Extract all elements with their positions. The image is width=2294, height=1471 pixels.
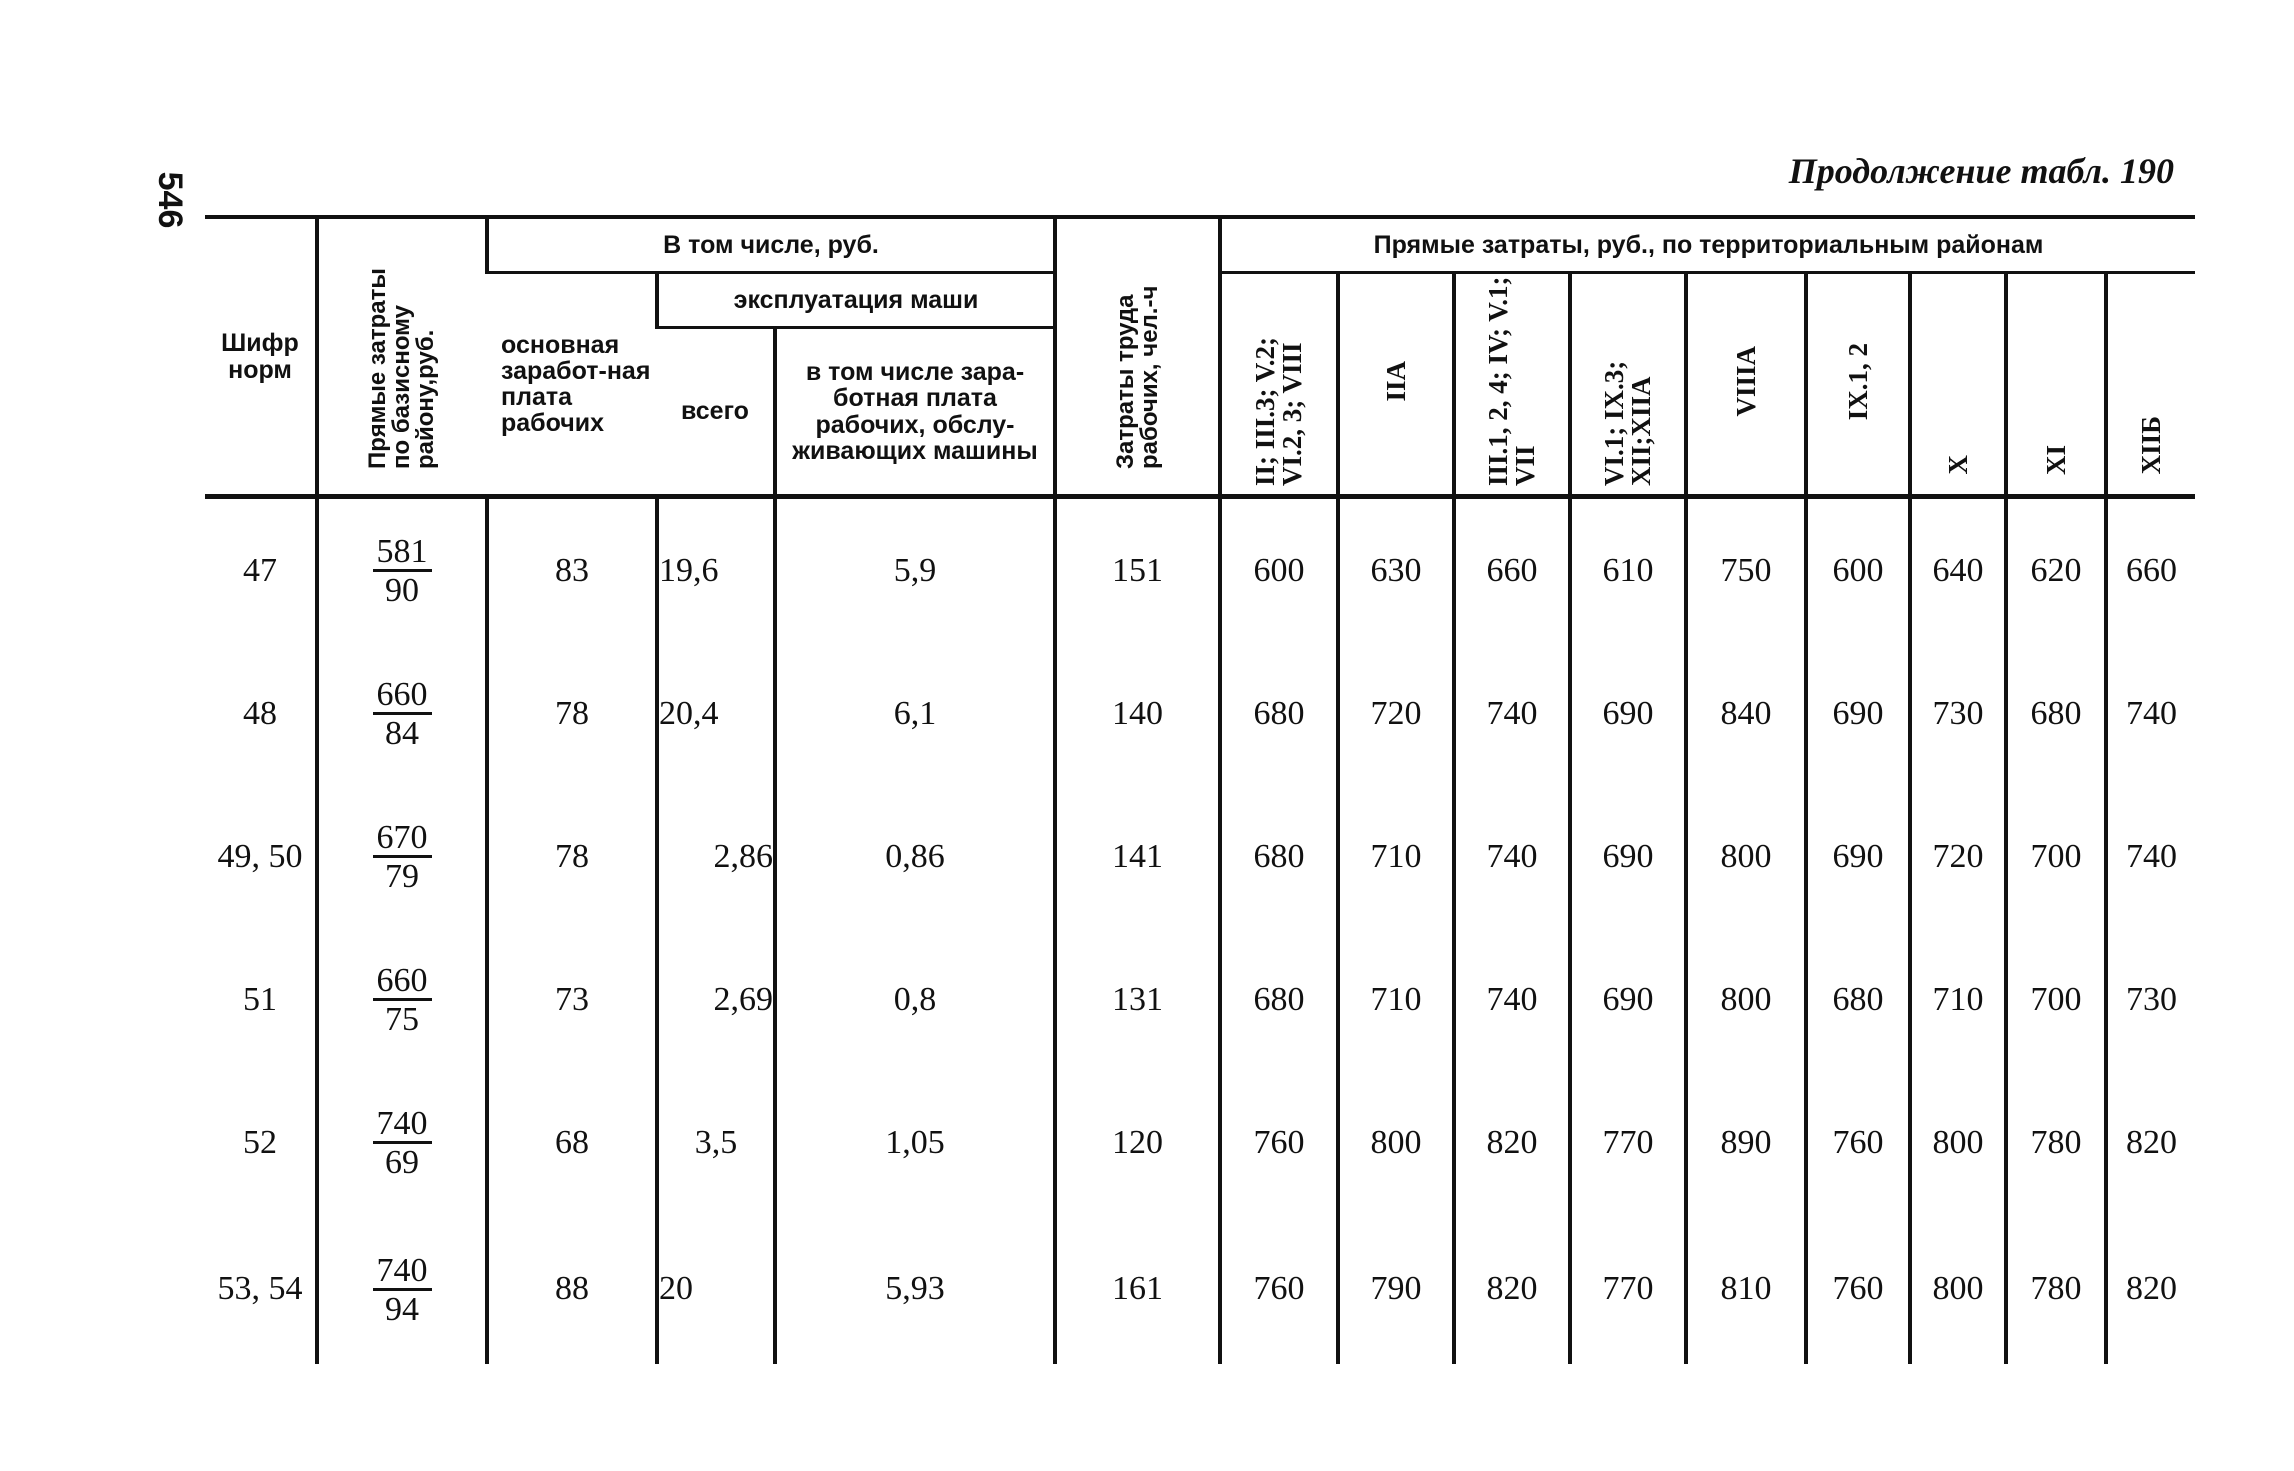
- cell-region: 740: [1454, 785, 1570, 928]
- header-region-8: [2006, 273, 2106, 497]
- cost-fraction: [373, 964, 432, 1037]
- cost-denominator: 79: [385, 858, 419, 895]
- header-labor-text: Затраты труда рабочих, чел.-ч: [1111, 285, 1163, 469]
- cell-region: 800: [1910, 1071, 2006, 1214]
- cell-code: 49, 50: [217, 837, 303, 875]
- cell-region: 840: [1686, 642, 1806, 785]
- header-labor: [1055, 217, 1220, 497]
- header-direct-costs-base-text: Прямые затраты по базисному району,руб.: [364, 268, 439, 469]
- cell-direct-cost: [317, 1214, 487, 1364]
- header-region-3-text: III.1, 2, 4; IV; V.1; VII: [1483, 276, 1541, 487]
- cell-region: 770: [1570, 1214, 1686, 1364]
- cell-region: 710: [1338, 785, 1454, 928]
- header-region-9-text: XIIБ: [2136, 416, 2167, 475]
- cell-region: 820: [2106, 1214, 2195, 1364]
- cell-machine-total: 2,86: [657, 785, 775, 928]
- table-row: [205, 1071, 2195, 1214]
- cell-region: 820: [1454, 1071, 1570, 1214]
- cell-region: 730: [1910, 642, 2006, 785]
- cell-direct-cost: [317, 1071, 487, 1214]
- cell-region: 600: [1806, 497, 1910, 643]
- cell-region: 740: [2106, 785, 2195, 928]
- cell-region: 800: [1686, 785, 1806, 928]
- cell-code: 48: [243, 694, 277, 732]
- cell-labor: 120: [1055, 1071, 1220, 1214]
- cost-denominator: 94: [385, 1290, 419, 1328]
- cell-machine-total: 2,69: [657, 928, 775, 1071]
- cell-region: 760: [1220, 1071, 1338, 1214]
- header-code: Шифр норм: [205, 217, 317, 497]
- cell-region: 690: [1570, 928, 1686, 1071]
- cell-labor: 131: [1055, 928, 1220, 1071]
- cell-region: 690: [1806, 642, 1910, 785]
- cell-region: 740: [1454, 642, 1570, 785]
- cell-wage: 88: [487, 1214, 657, 1364]
- table-row: [205, 1214, 2195, 1364]
- header-region-6: [1806, 273, 1910, 497]
- cell-code: 52: [243, 1123, 277, 1161]
- cell-region: 630: [1338, 497, 1454, 643]
- cell-labor: 161: [1055, 1214, 1220, 1364]
- header-regional: Прямые затраты, руб., по территориальным районам: [1220, 217, 2195, 273]
- header-region-8-text: XI: [2040, 444, 2071, 475]
- cost-table: [205, 215, 2195, 1364]
- cell-region: 800: [1686, 928, 1806, 1071]
- cell-region: 720: [1910, 785, 2006, 928]
- cell-direct-cost: [317, 785, 487, 928]
- cost-numerator: 660: [373, 964, 432, 1001]
- header-region-9: [2106, 273, 2195, 497]
- cell-region: 690: [1570, 785, 1686, 928]
- header-machine-wage: в том числе зара-ботная плата рабочих, обслу-живающих машины: [775, 328, 1055, 497]
- cell-machine-wage: 0,8: [775, 928, 1055, 1071]
- cell-region: 730: [2106, 928, 2195, 1071]
- cost-numerator: 740: [373, 1107, 432, 1144]
- cell-code: 53, 54: [217, 1270, 303, 1307]
- cell-labor: 141: [1055, 785, 1220, 928]
- cell-region: 710: [1910, 928, 2006, 1071]
- header-machine-operation: эксплуатация маши: [657, 273, 1055, 328]
- cell-wage: 68: [487, 1071, 657, 1214]
- cell-region: 760: [1806, 1071, 1910, 1214]
- cell-region: 680: [1806, 928, 1910, 1071]
- header-region-3: [1454, 273, 1570, 497]
- cell-region: 600: [1220, 497, 1338, 643]
- cell-region: 680: [1220, 785, 1338, 928]
- cost-numerator: 581: [373, 535, 432, 572]
- table-row: [205, 497, 2195, 643]
- cost-numerator: 660: [373, 678, 432, 715]
- header-direct-costs-base: [317, 217, 487, 497]
- cost-fraction: [373, 821, 432, 894]
- header-region-1: [1220, 273, 1338, 497]
- header-region-4: [1570, 273, 1686, 497]
- cell-machine-total: 20,4: [657, 642, 775, 785]
- cell-region: 610: [1570, 497, 1686, 643]
- header-region-5: [1686, 273, 1806, 497]
- cell-region: 780: [2006, 1071, 2106, 1214]
- cell-region: 710: [1338, 928, 1454, 1071]
- table-caption: Продолжение табл. 190: [1788, 151, 2174, 191]
- cell-machine-wage: 0,86: [775, 785, 1055, 928]
- cell-region: 620: [2006, 497, 2106, 643]
- cell-region: 810: [1686, 1214, 1806, 1364]
- cost-fraction: [373, 535, 432, 608]
- cell-region: 800: [1910, 1214, 2006, 1364]
- cost-numerator: 740: [373, 1254, 432, 1291]
- cell-machine-total: 3,5: [657, 1071, 775, 1214]
- header-basic-wage: основная заработ-ная плата рабочих: [487, 273, 657, 497]
- cell-wage: 83: [487, 497, 657, 643]
- table-row: [205, 642, 2195, 785]
- cost-fraction: [373, 1107, 432, 1180]
- cell-region: 780: [2006, 1214, 2106, 1364]
- cell-region: 680: [1220, 642, 1338, 785]
- cell-labor: 140: [1055, 642, 1220, 785]
- page-number: 546: [151, 171, 190, 229]
- cell-code: 51: [243, 980, 277, 1018]
- cell-region: 680: [1220, 928, 1338, 1071]
- cell-region: 820: [2106, 1071, 2195, 1214]
- header-region-7-text: X: [1942, 455, 1973, 475]
- cell-region: 720: [1338, 642, 1454, 785]
- table-row: [205, 928, 2195, 1071]
- header-including: В том числе, руб.: [487, 217, 1055, 273]
- cell-region: 740: [2106, 642, 2195, 785]
- cell-region: 740: [1454, 928, 1570, 1071]
- header-region-4-text: VI.1; IX.3; XII;XIIA: [1599, 361, 1657, 487]
- cell-machine-total: 19,6: [657, 497, 775, 643]
- cell-region: 820: [1454, 1214, 1570, 1364]
- cell-region: 690: [1570, 642, 1686, 785]
- header-region-2: [1338, 273, 1454, 497]
- cell-direct-cost: [317, 928, 487, 1071]
- header-region-1-text: II; III.3; V.2; VI.2, 3; VIII: [1250, 337, 1308, 487]
- cell-region: 700: [2006, 785, 2106, 928]
- cell-region: 760: [1220, 1214, 1338, 1364]
- cost-denominator: 90: [385, 572, 419, 609]
- cost-numerator: 670: [373, 821, 432, 858]
- header-region-5-text: VIIIA: [1730, 346, 1761, 417]
- cell-region: 640: [1910, 497, 2006, 643]
- cell-region: 800: [1338, 1071, 1454, 1214]
- cell-machine-wage: 1,05: [775, 1071, 1055, 1214]
- cell-region: 760: [1806, 1214, 1910, 1364]
- cell-direct-cost: [317, 497, 487, 643]
- cell-machine-total: 20: [657, 1214, 775, 1364]
- cell-region: 660: [1454, 497, 1570, 643]
- cell-region: 770: [1570, 1071, 1686, 1214]
- cell-labor: 151: [1055, 497, 1220, 643]
- header-region-6-text: IX.1, 2: [1842, 342, 1873, 420]
- cell-direct-cost: [317, 642, 487, 785]
- header-region-7: [1910, 273, 2006, 497]
- cell-wage: 78: [487, 785, 657, 928]
- cost-fraction: [373, 678, 432, 751]
- cost-denominator: 84: [385, 715, 419, 752]
- cell-machine-wage: 6,1: [775, 642, 1055, 785]
- cell-region: 890: [1686, 1071, 1806, 1214]
- cell-region: 680: [2006, 642, 2106, 785]
- cell-wage: 73: [487, 928, 657, 1071]
- cost-denominator: 75: [385, 1001, 419, 1038]
- cell-region: 790: [1338, 1214, 1454, 1364]
- cell-region: 690: [1806, 785, 1910, 928]
- cell-region: 660: [2106, 497, 2195, 643]
- cell-wage: 78: [487, 642, 657, 785]
- cost-fraction: [373, 1251, 432, 1328]
- cell-region: 750: [1686, 497, 1806, 643]
- header-machine-total: всего: [657, 328, 775, 497]
- cost-denominator: 69: [385, 1144, 419, 1181]
- table-row: [205, 785, 2195, 928]
- cell-machine-wage: 5,93: [775, 1214, 1055, 1364]
- cell-machine-wage: 5,9: [775, 497, 1055, 643]
- cell-region: 700: [2006, 928, 2106, 1071]
- cell-code: 47: [243, 551, 277, 589]
- header-region-2-text: IIA: [1380, 361, 1411, 402]
